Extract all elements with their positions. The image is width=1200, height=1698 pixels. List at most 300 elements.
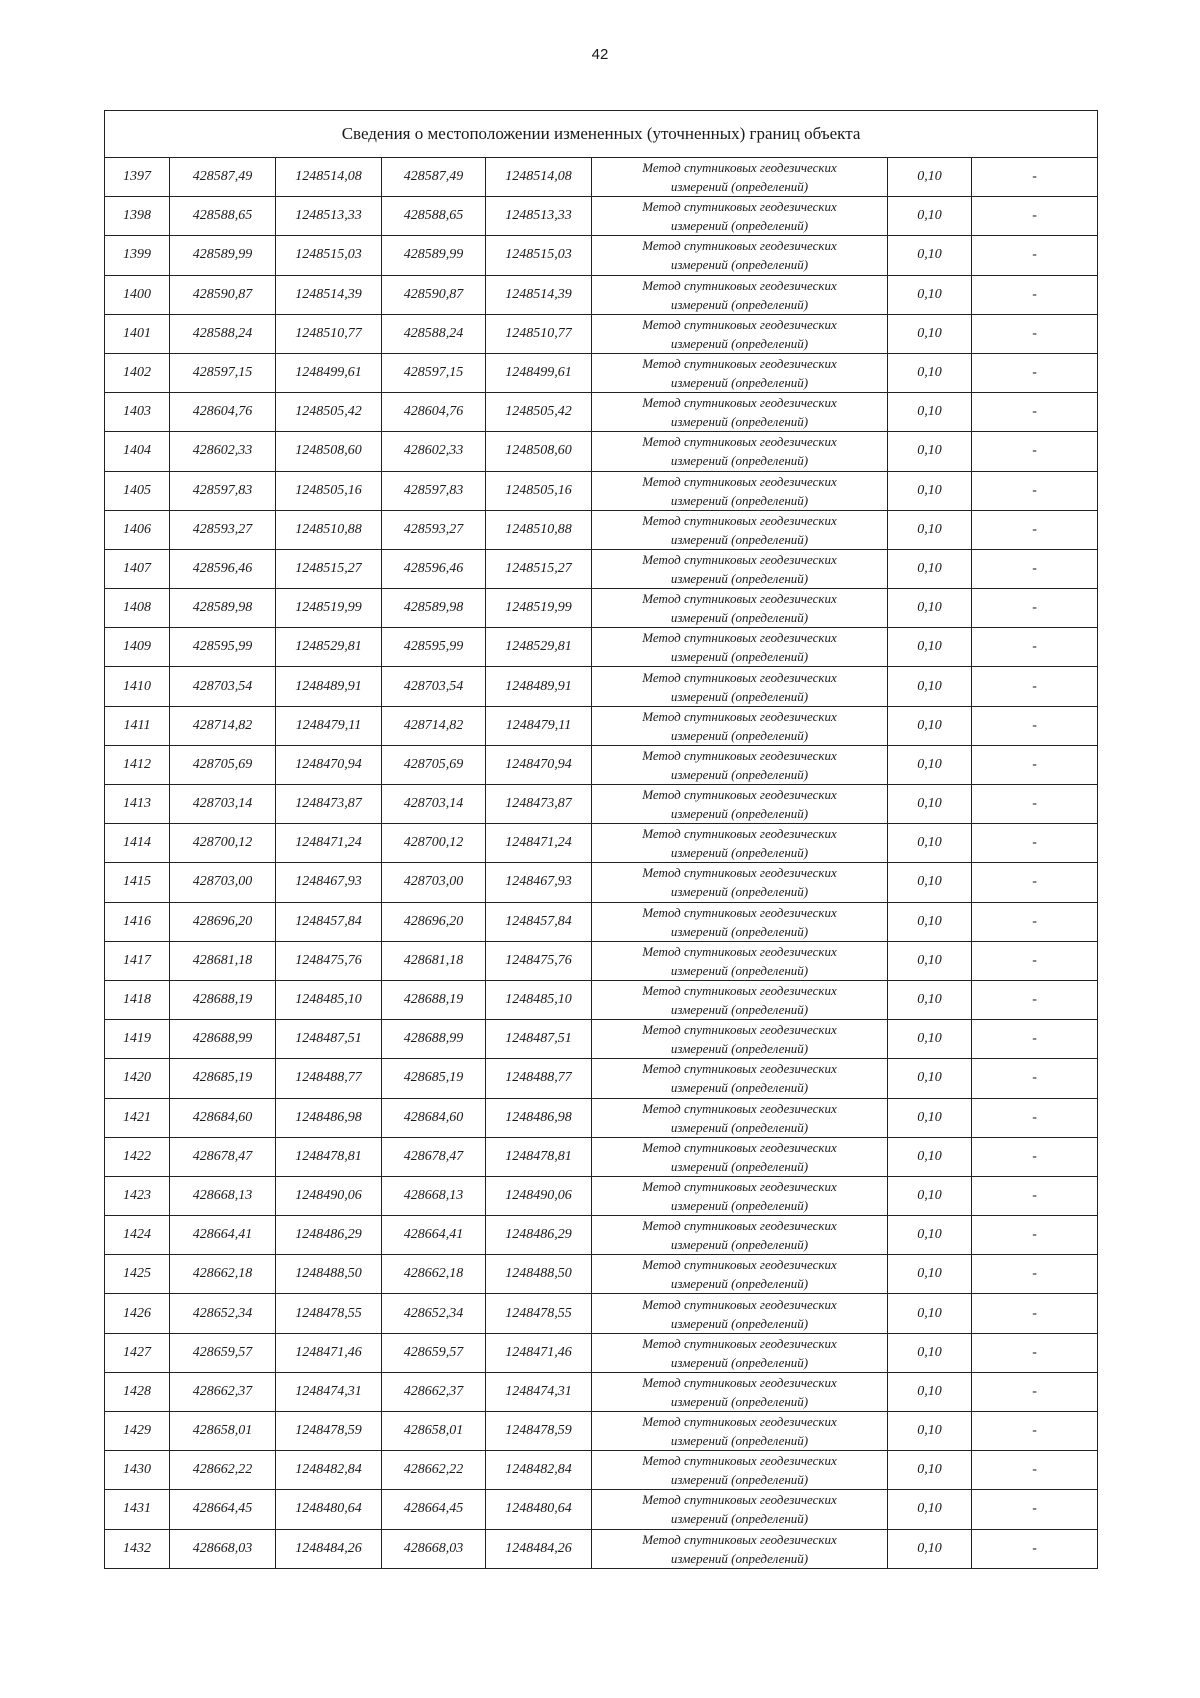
- point-number-cell: 1402: [105, 353, 170, 392]
- y-existing-cell: 1248505,16: [276, 471, 382, 510]
- accuracy-cell: 0,10: [888, 667, 972, 706]
- description-cell: -: [972, 980, 1098, 1019]
- y-new-cell: 1248474,31: [486, 1372, 592, 1411]
- y-existing-cell: 1248479,11: [276, 706, 382, 745]
- y-existing-cell: 1248478,81: [276, 1137, 382, 1176]
- accuracy-cell: 0,10: [888, 1176, 972, 1215]
- x-new-cell: 428590,87: [382, 275, 486, 314]
- method-cell: [592, 1490, 888, 1529]
- x-new-cell: 428662,22: [382, 1451, 486, 1490]
- method-cell: [592, 314, 888, 353]
- y-existing-cell: 1248486,29: [276, 1216, 382, 1255]
- y-existing-cell: 1248471,24: [276, 824, 382, 863]
- x-existing-cell: 428595,99: [170, 628, 276, 667]
- x-existing-cell: 428652,34: [170, 1294, 276, 1333]
- x-existing-cell: 428590,87: [170, 275, 276, 314]
- accuracy-cell: 0,10: [888, 1451, 972, 1490]
- table-row: [105, 314, 1098, 353]
- table-row: [105, 863, 1098, 902]
- table-row: [105, 549, 1098, 588]
- table-row: [105, 1333, 1098, 1372]
- method-line-2: измерений (определений): [670, 962, 809, 978]
- x-new-cell: 428705,69: [382, 745, 486, 784]
- accuracy-cell: 0,10: [888, 158, 972, 197]
- x-existing-cell: 428664,41: [170, 1216, 276, 1255]
- method-line-1: Метод спутниковых геодезических: [642, 238, 837, 254]
- method-line-2: измерений (определений): [670, 884, 809, 900]
- method-line-1: Метод спутниковых геодезических: [642, 473, 837, 489]
- accuracy-cell: 0,10: [888, 314, 972, 353]
- point-number-cell: 1413: [105, 785, 170, 824]
- y-existing-cell: 1248499,61: [276, 353, 382, 392]
- method-line-1: Метод спутниковых геодезических: [642, 943, 837, 959]
- x-new-cell: 428588,65: [382, 197, 486, 236]
- x-existing-cell: 428662,18: [170, 1255, 276, 1294]
- point-number-cell: 1399: [105, 236, 170, 275]
- method-line-1: Метод спутниковых геодезических: [642, 316, 837, 332]
- description-cell: -: [972, 785, 1098, 824]
- description-cell: -: [972, 1059, 1098, 1098]
- accuracy-cell: 0,10: [888, 1216, 972, 1255]
- y-existing-cell: 1248514,08: [276, 158, 382, 197]
- description-cell: -: [972, 1451, 1098, 1490]
- method-cell: [592, 1137, 888, 1176]
- x-new-cell: 428668,03: [382, 1529, 486, 1568]
- accuracy-cell: 0,10: [888, 353, 972, 392]
- x-existing-cell: 428681,18: [170, 941, 276, 980]
- point-number-cell: 1425: [105, 1255, 170, 1294]
- description-cell: -: [972, 1333, 1098, 1372]
- table-row: [105, 1451, 1098, 1490]
- y-existing-cell: 1248513,33: [276, 197, 382, 236]
- y-new-cell: 1248479,11: [486, 706, 592, 745]
- accuracy-cell: 0,10: [888, 902, 972, 941]
- description-cell: -: [972, 510, 1098, 549]
- y-new-cell: 1248475,76: [486, 941, 592, 980]
- table-title: Сведения о местоположении измененных (уточненных) границ объекта: [105, 111, 1098, 158]
- y-existing-cell: 1248484,26: [276, 1529, 382, 1568]
- description-cell: -: [972, 824, 1098, 863]
- accuracy-cell: 0,10: [888, 628, 972, 667]
- table-row: [105, 1020, 1098, 1059]
- x-new-cell: 428678,47: [382, 1137, 486, 1176]
- description-cell: -: [972, 1372, 1098, 1411]
- method-line-2: измерений (определений): [670, 1315, 809, 1331]
- x-new-cell: 428597,83: [382, 471, 486, 510]
- table-row: [105, 628, 1098, 667]
- y-existing-cell: 1248515,27: [276, 549, 382, 588]
- method-line-1: Метод спутниковых геодезических: [642, 865, 837, 881]
- method-line-2: измерений (определений): [670, 1237, 809, 1253]
- method-line-2: измерений (определений): [670, 492, 809, 508]
- method-line-2: измерений (определений): [670, 570, 809, 586]
- method-line-1: Метод спутниковых геодезических: [642, 669, 837, 685]
- description-cell: -: [972, 667, 1098, 706]
- description-cell: -: [972, 1529, 1098, 1568]
- method-line-2: измерений (определений): [670, 1119, 809, 1135]
- method-line-1: Метод спутниковых геодезических: [642, 826, 837, 842]
- method-line-1: Метод спутниковых геодезических: [642, 1257, 837, 1273]
- method-line-1: Метод спутниковых геодезических: [642, 747, 837, 763]
- method-line-1: Метод спутниковых геодезических: [642, 1061, 837, 1077]
- accuracy-cell: 0,10: [888, 471, 972, 510]
- y-new-cell: 1248482,84: [486, 1451, 592, 1490]
- y-existing-cell: 1248510,77: [276, 314, 382, 353]
- x-new-cell: 428659,57: [382, 1333, 486, 1372]
- y-new-cell: 1248510,88: [486, 510, 592, 549]
- x-new-cell: 428703,00: [382, 863, 486, 902]
- x-existing-cell: 428678,47: [170, 1137, 276, 1176]
- method-line-2: измерений (определений): [670, 257, 809, 273]
- table-row: [105, 158, 1098, 197]
- table-body: [105, 158, 1098, 1569]
- table-row: [105, 471, 1098, 510]
- x-new-cell: 428589,98: [382, 589, 486, 628]
- x-existing-cell: 428685,19: [170, 1059, 276, 1098]
- accuracy-cell: 0,10: [888, 1255, 972, 1294]
- y-new-cell: 1248467,93: [486, 863, 592, 902]
- table-row: [105, 1372, 1098, 1411]
- method-line-2: измерений (определений): [670, 375, 809, 391]
- table-row: [105, 1529, 1098, 1568]
- point-number-cell: 1404: [105, 432, 170, 471]
- x-new-cell: 428652,34: [382, 1294, 486, 1333]
- accuracy-cell: 0,10: [888, 863, 972, 902]
- x-new-cell: 428593,27: [382, 510, 486, 549]
- y-new-cell: 1248505,42: [486, 393, 592, 432]
- y-new-cell: 1248478,59: [486, 1412, 592, 1451]
- x-existing-cell: 428688,99: [170, 1020, 276, 1059]
- method-line-2: измерений (определений): [670, 610, 809, 626]
- point-number-cell: 1427: [105, 1333, 170, 1372]
- accuracy-cell: 0,10: [888, 1372, 972, 1411]
- table-row: [105, 1098, 1098, 1137]
- method-line-1: Метод спутниковых геодезических: [642, 160, 837, 176]
- method-cell: [592, 1020, 888, 1059]
- y-new-cell: 1248508,60: [486, 432, 592, 471]
- x-existing-cell: 428668,03: [170, 1529, 276, 1568]
- y-new-cell: 1248515,03: [486, 236, 592, 275]
- x-new-cell: 428602,33: [382, 432, 486, 471]
- description-cell: -: [972, 745, 1098, 784]
- x-existing-cell: 428688,19: [170, 980, 276, 1019]
- method-line-2: измерений (определений): [670, 453, 809, 469]
- table-row: [105, 1176, 1098, 1215]
- accuracy-cell: 0,10: [888, 1020, 972, 1059]
- x-existing-cell: 428658,01: [170, 1412, 276, 1451]
- description-cell: -: [972, 1490, 1098, 1529]
- point-number-cell: 1408: [105, 589, 170, 628]
- point-number-cell: 1420: [105, 1059, 170, 1098]
- method-line-1: Метод спутниковых геодезических: [642, 434, 837, 450]
- x-new-cell: 428688,19: [382, 980, 486, 1019]
- method-cell: [592, 275, 888, 314]
- y-existing-cell: 1248475,76: [276, 941, 382, 980]
- method-line-1: Метод спутниковых геодезических: [642, 983, 837, 999]
- accuracy-cell: 0,10: [888, 1059, 972, 1098]
- method-cell: [592, 1216, 888, 1255]
- method-cell: [592, 353, 888, 392]
- accuracy-cell: 0,10: [888, 980, 972, 1019]
- method-line-2: измерений (определений): [670, 766, 809, 782]
- x-existing-cell: 428659,57: [170, 1333, 276, 1372]
- method-line-2: измерений (определений): [670, 649, 809, 665]
- table-row: [105, 667, 1098, 706]
- method-cell: [592, 471, 888, 510]
- x-existing-cell: 428664,45: [170, 1490, 276, 1529]
- y-existing-cell: 1248485,10: [276, 980, 382, 1019]
- method-line-1: Метод спутниковых геодезических: [642, 1453, 837, 1469]
- method-cell: [592, 1176, 888, 1215]
- description-cell: -: [972, 1412, 1098, 1451]
- description-cell: -: [972, 353, 1098, 392]
- y-new-cell: 1248510,77: [486, 314, 592, 353]
- x-existing-cell: 428703,00: [170, 863, 276, 902]
- y-existing-cell: 1248519,99: [276, 589, 382, 628]
- y-new-cell: 1248486,98: [486, 1098, 592, 1137]
- y-existing-cell: 1248457,84: [276, 902, 382, 941]
- method-line-1: Метод спутниковых геодезических: [642, 904, 837, 920]
- table-row: [105, 1216, 1098, 1255]
- table-row: [105, 1412, 1098, 1451]
- x-new-cell: 428681,18: [382, 941, 486, 980]
- description-cell: -: [972, 1216, 1098, 1255]
- point-number-cell: 1407: [105, 549, 170, 588]
- y-existing-cell: 1248515,03: [276, 236, 382, 275]
- description-cell: -: [972, 197, 1098, 236]
- method-line-2: измерений (определений): [670, 845, 809, 861]
- x-existing-cell: 428705,69: [170, 745, 276, 784]
- method-cell: [592, 158, 888, 197]
- method-line-2: измерений (определений): [670, 923, 809, 939]
- table-row: [105, 1490, 1098, 1529]
- description-cell: -: [972, 1294, 1098, 1333]
- x-existing-cell: 428696,20: [170, 902, 276, 941]
- x-new-cell: 428604,76: [382, 393, 486, 432]
- point-number-cell: 1418: [105, 980, 170, 1019]
- accuracy-cell: 0,10: [888, 197, 972, 236]
- point-number-cell: 1428: [105, 1372, 170, 1411]
- method-line-1: Метод спутниковых геодезических: [642, 1139, 837, 1155]
- y-existing-cell: 1248508,60: [276, 432, 382, 471]
- table-row: [105, 353, 1098, 392]
- y-new-cell: 1248471,24: [486, 824, 592, 863]
- description-cell: -: [972, 393, 1098, 432]
- point-number-cell: 1419: [105, 1020, 170, 1059]
- method-line-2: измерений (определений): [670, 1002, 809, 1018]
- point-number-cell: 1429: [105, 1412, 170, 1451]
- point-number-cell: 1397: [105, 158, 170, 197]
- y-new-cell: 1248513,33: [486, 197, 592, 236]
- method-line-2: измерений (определений): [670, 1080, 809, 1096]
- y-new-cell: 1248488,50: [486, 1255, 592, 1294]
- y-existing-cell: 1248505,42: [276, 393, 382, 432]
- method-line-2: измерений (определений): [670, 179, 809, 195]
- x-new-cell: 428668,13: [382, 1176, 486, 1215]
- y-existing-cell: 1248478,55: [276, 1294, 382, 1333]
- method-line-1: Метод спутниковых геодезических: [642, 1218, 837, 1234]
- method-cell: [592, 1059, 888, 1098]
- y-new-cell: 1248514,39: [486, 275, 592, 314]
- x-new-cell: 428597,15: [382, 353, 486, 392]
- method-cell: [592, 628, 888, 667]
- method-line-1: Метод спутниковых геодезических: [642, 356, 837, 372]
- x-existing-cell: 428589,98: [170, 589, 276, 628]
- y-existing-cell: 1248510,88: [276, 510, 382, 549]
- x-existing-cell: 428700,12: [170, 824, 276, 863]
- method-line-2: измерений (определений): [670, 1197, 809, 1213]
- y-new-cell: 1248514,08: [486, 158, 592, 197]
- point-number-cell: 1401: [105, 314, 170, 353]
- accuracy-cell: 0,10: [888, 549, 972, 588]
- description-cell: -: [972, 589, 1098, 628]
- x-new-cell: 428703,54: [382, 667, 486, 706]
- x-existing-cell: 428587,49: [170, 158, 276, 197]
- method-line-2: измерений (определений): [670, 1354, 809, 1370]
- description-cell: -: [972, 1098, 1098, 1137]
- description-cell: -: [972, 158, 1098, 197]
- method-cell: [592, 510, 888, 549]
- x-new-cell: 428664,45: [382, 1490, 486, 1529]
- table-row: [105, 197, 1098, 236]
- point-number-cell: 1431: [105, 1490, 170, 1529]
- x-new-cell: 428662,37: [382, 1372, 486, 1411]
- accuracy-cell: 0,10: [888, 236, 972, 275]
- description-cell: -: [972, 1137, 1098, 1176]
- point-number-cell: 1410: [105, 667, 170, 706]
- y-existing-cell: 1248490,06: [276, 1176, 382, 1215]
- y-existing-cell: 1248487,51: [276, 1020, 382, 1059]
- accuracy-cell: 0,10: [888, 275, 972, 314]
- y-new-cell: 1248499,61: [486, 353, 592, 392]
- x-existing-cell: 428604,76: [170, 393, 276, 432]
- y-existing-cell: 1248467,93: [276, 863, 382, 902]
- x-new-cell: 428703,14: [382, 785, 486, 824]
- point-number-cell: 1424: [105, 1216, 170, 1255]
- point-number-cell: 1406: [105, 510, 170, 549]
- table-row: [105, 902, 1098, 941]
- accuracy-cell: 0,10: [888, 1490, 972, 1529]
- x-new-cell: 428658,01: [382, 1412, 486, 1451]
- description-cell: -: [972, 1020, 1098, 1059]
- method-line-1: Метод спутниковых геодезических: [642, 1022, 837, 1038]
- y-existing-cell: 1248529,81: [276, 628, 382, 667]
- y-existing-cell: 1248488,77: [276, 1059, 382, 1098]
- x-existing-cell: 428588,65: [170, 197, 276, 236]
- method-line-2: измерений (определений): [670, 296, 809, 312]
- x-new-cell: 428664,41: [382, 1216, 486, 1255]
- description-cell: -: [972, 863, 1098, 902]
- method-line-2: измерений (определений): [670, 1550, 809, 1566]
- method-line-2: измерений (определений): [670, 727, 809, 743]
- method-cell: [592, 432, 888, 471]
- description-cell: -: [972, 1255, 1098, 1294]
- method-line-1: Метод спутниковых геодезических: [642, 708, 837, 724]
- x-new-cell: 428684,60: [382, 1098, 486, 1137]
- x-existing-cell: 428703,14: [170, 785, 276, 824]
- y-new-cell: 1248505,16: [486, 471, 592, 510]
- method-cell: [592, 1255, 888, 1294]
- table-row: [105, 824, 1098, 863]
- method-line-2: измерений (определений): [670, 531, 809, 547]
- y-new-cell: 1248478,55: [486, 1294, 592, 1333]
- method-cell: [592, 902, 888, 941]
- boundary-coordinates-table: [104, 110, 1098, 1569]
- point-number-cell: 1400: [105, 275, 170, 314]
- y-existing-cell: 1248514,39: [276, 275, 382, 314]
- y-existing-cell: 1248471,46: [276, 1333, 382, 1372]
- x-existing-cell: 428684,60: [170, 1098, 276, 1137]
- method-line-2: измерений (определений): [670, 1276, 809, 1292]
- x-new-cell: 428714,82: [382, 706, 486, 745]
- accuracy-cell: 0,10: [888, 589, 972, 628]
- method-line-1: Метод спутниковых геодезических: [642, 277, 837, 293]
- method-line-1: Метод спутниковых геодезических: [642, 1100, 837, 1116]
- point-number-cell: 1403: [105, 393, 170, 432]
- method-cell: [592, 706, 888, 745]
- table-row: [105, 589, 1098, 628]
- accuracy-cell: 0,10: [888, 393, 972, 432]
- point-number-cell: 1412: [105, 745, 170, 784]
- y-new-cell: 1248478,81: [486, 1137, 592, 1176]
- y-existing-cell: 1248478,59: [276, 1412, 382, 1451]
- table-row: [105, 1255, 1098, 1294]
- method-line-1: Метод спутниковых геодезических: [642, 1374, 837, 1390]
- table-row: [105, 1059, 1098, 1098]
- method-cell: [592, 1098, 888, 1137]
- x-existing-cell: 428593,27: [170, 510, 276, 549]
- method-cell: [592, 745, 888, 784]
- method-line-2: измерений (определений): [670, 414, 809, 430]
- y-existing-cell: 1248489,91: [276, 667, 382, 706]
- x-new-cell: 428688,99: [382, 1020, 486, 1059]
- method-cell: [592, 863, 888, 902]
- method-line-2: измерений (определений): [670, 1393, 809, 1409]
- point-number-cell: 1398: [105, 197, 170, 236]
- y-new-cell: 1248490,06: [486, 1176, 592, 1215]
- method-line-2: измерений (определений): [670, 335, 809, 351]
- table-row: [105, 275, 1098, 314]
- y-new-cell: 1248480,64: [486, 1490, 592, 1529]
- accuracy-cell: 0,10: [888, 1137, 972, 1176]
- accuracy-cell: 0,10: [888, 745, 972, 784]
- table-row: [105, 236, 1098, 275]
- method-line-1: Метод спутниковых геодезических: [642, 591, 837, 607]
- y-new-cell: 1248488,77: [486, 1059, 592, 1098]
- y-new-cell: 1248484,26: [486, 1529, 592, 1568]
- description-cell: -: [972, 1176, 1098, 1215]
- method-cell: [592, 1372, 888, 1411]
- method-line-1: Метод спутниковых геодезических: [642, 1178, 837, 1194]
- point-number-cell: 1411: [105, 706, 170, 745]
- table-row: [105, 785, 1098, 824]
- method-cell: [592, 589, 888, 628]
- method-cell: [592, 1451, 888, 1490]
- method-line-2: измерений (определений): [670, 218, 809, 234]
- description-cell: -: [972, 314, 1098, 353]
- y-existing-cell: 1248480,64: [276, 1490, 382, 1529]
- y-existing-cell: 1248482,84: [276, 1451, 382, 1490]
- method-cell: [592, 236, 888, 275]
- table-row: [105, 510, 1098, 549]
- method-cell: [592, 393, 888, 432]
- method-cell: [592, 1412, 888, 1451]
- description-cell: -: [972, 432, 1098, 471]
- x-existing-cell: 428588,24: [170, 314, 276, 353]
- method-cell: [592, 1333, 888, 1372]
- page-number: 42: [591, 46, 609, 63]
- method-line-1: Метод спутниковых геодезических: [642, 787, 837, 803]
